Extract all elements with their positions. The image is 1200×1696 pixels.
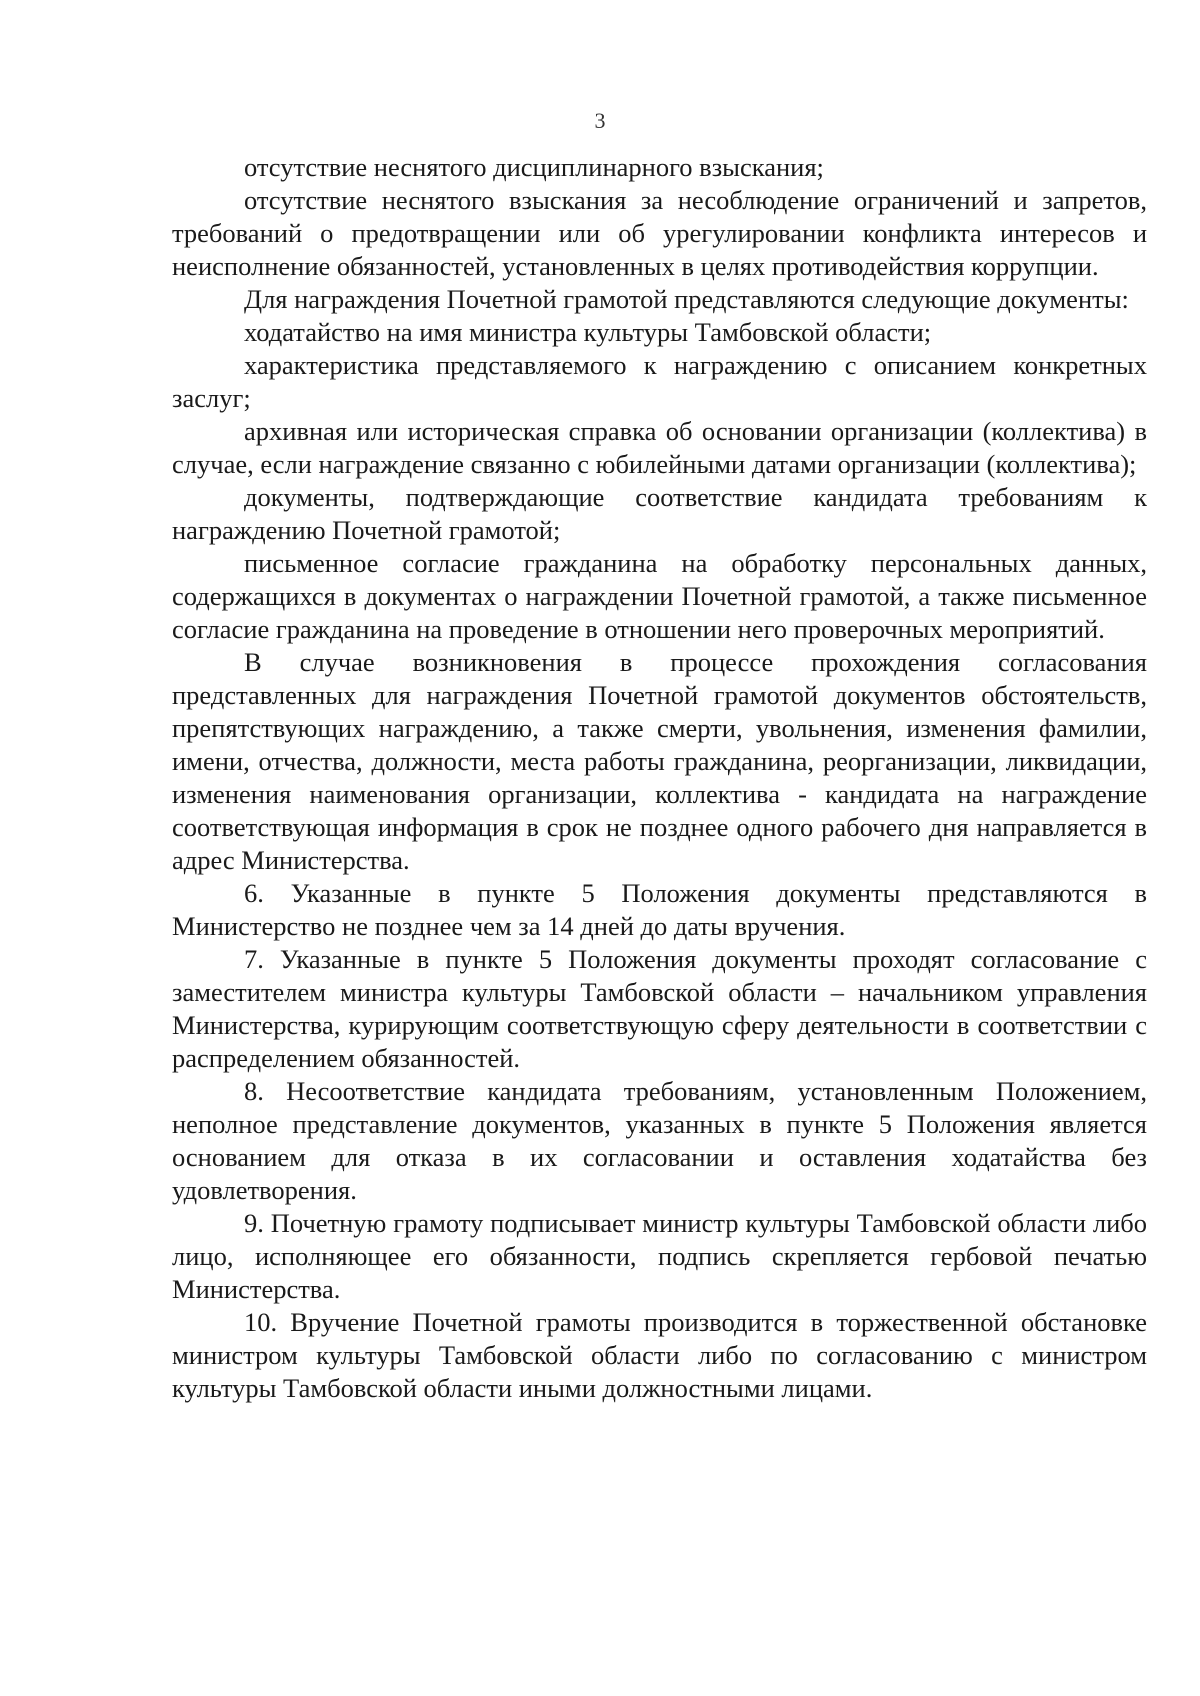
paragraph-3: Для награждения Почетной грамотой представляются следующие документы: xyxy=(244,284,1129,314)
paragraph-6: архивная или историческая справка об основании организации (коллектива) в случае, если награждение связанно с юбилейными датами организации (коллектива); xyxy=(172,416,1147,479)
paragraph-1: отсутствие неснятого дисциплинарного взыскания; xyxy=(244,152,824,182)
paragraph-2: отсутствие неснятого взыскания за несоблюдение ограничений и запретов, требований о предотвращении или об урегулировании конфликта интересов и неисполнение обязанностей, установленных в целях противодействия коррупции. xyxy=(172,185,1147,281)
clause-6: 6. Указанные в пункте 5 Положения документы представляются в Министерство не позднее чем за 14 дней до даты вручения. xyxy=(172,878,1147,941)
clause-10: 10. Вручение Почетной грамоты производится в торжественной обстановке министром культуры Тамбовской области либо по согласованию с министром культуры Тамбовской области иными должностными лицами. xyxy=(172,1307,1147,1403)
paragraph-5: характеристика представляемого к награждению с описанием конкретных заслуг; xyxy=(172,350,1147,413)
page-number: 3 xyxy=(594,108,606,133)
paragraph-4: ходатайство на имя министра культуры Тамбовской области; xyxy=(244,317,932,347)
document-body xyxy=(172,151,1147,1405)
paragraph-7: документы, подтверждающие соответствие кандидата требованиям к награждению Почетной грамотой; xyxy=(172,482,1147,545)
paragraph-8: письменное согласие гражданина на обработку персональных данных, содержащихся в документах о награждении Почетной грамотой, а также письменное согласие гражданина на проведение в отношении него проверочных мероприятий. xyxy=(172,548,1147,644)
clause-8: 8. Несоответствие кандидата требованиям, установленным Положением, неполное представление документов, указанных в пункте 5 Положения является основанием для отказа в их согласовании и оставления ходатайства без удовлетворения. xyxy=(172,1076,1147,1205)
paragraph-9: В случае возникновения в процессе прохождения согласования представленных для награждения Почетной грамотой документов обстоятельств, препятствующих награждению, а также смерти, увольнения, изменения фамилии, имени, отчества, должности, места работы гражданина, реорганизации, ликвидации, изменения наименования организации, коллектива - кандидата на награждение соответствующая информация в срок не позднее одного рабочего дня направляется в адрес Министерства. xyxy=(172,647,1147,875)
clause-9: 9. Почетную грамоту подписывает министр культуры Тамбовской области либо лицо, исполняющее его обязанности, подпись скрепляется гербовой печатью Министерства. xyxy=(172,1208,1147,1304)
clause-7: 7. Указанные в пункте 5 Положения документы проходят согласование с заместителем министра культуры Тамбовской области – начальником управления Министерства, курирующим соответствующую сферу деятельности в соответствии с распределением обязанностей. xyxy=(172,944,1147,1073)
